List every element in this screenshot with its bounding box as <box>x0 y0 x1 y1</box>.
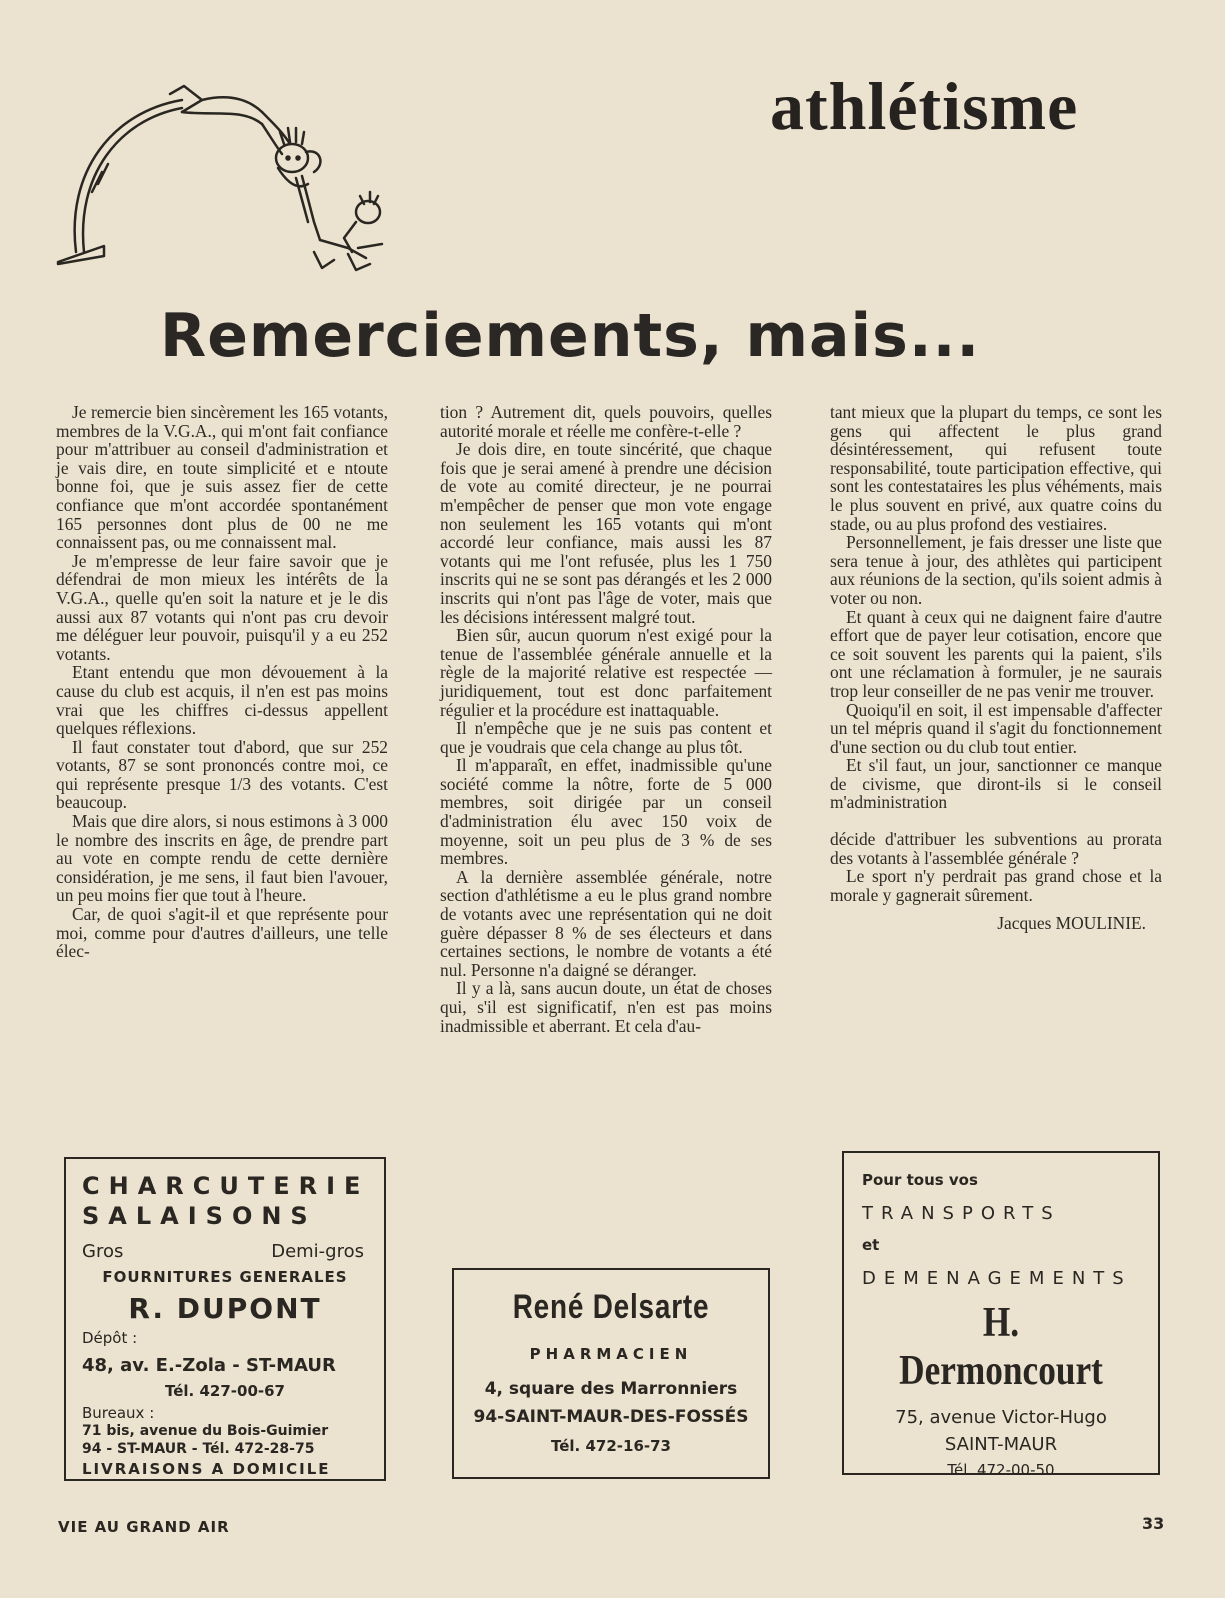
ad-text: LIVRAISONS A DOMICILE <box>82 1460 331 1478</box>
paragraph: Il m'apparaît, en effet, inadmissible qu'une société comme la nôtre, forte de 5 000 membres, soit dirigée par un conseil d'administration élu avec 150 voix de moyenne, soit un peu plus de 3 % de ses membres. <box>440 755 772 869</box>
ad-address: 94 - ST-MAUR - Tél. 472-28-75 <box>82 1441 315 1457</box>
ad-transports <box>842 1151 1160 1479</box>
ad-address: 94-SAINT-MAUR-DES-FOSSÉS <box>473 1407 749 1427</box>
ad-phone: Tél. 472-16-73 <box>551 1437 671 1455</box>
ad-text: PHARMACIEN <box>529 1345 693 1363</box>
section-title: athlétisme <box>770 68 1079 144</box>
ad-pharmacie <box>452 1268 770 1479</box>
paragraph: Le sport n'y perdrait pas grand chose et la morale y gagnerait sûrement. <box>830 866 1162 905</box>
ad-text: Bureaux : <box>82 1404 155 1422</box>
ad-address: SAINT-MAUR <box>944 1434 1058 1455</box>
article-headline: Remerciements, mais... <box>160 301 981 371</box>
ad-title: TRANSPORTS <box>862 1203 1061 1224</box>
ad-address: 4, square des Marronniers <box>484 1379 738 1399</box>
paragraph: Car, de quoi s'agit-il et que représente pour moi, comme pour d'autres d'ailleurs, une telle élec- <box>56 904 388 962</box>
ad-text: Gros <box>82 1241 124 1262</box>
ad-phone: Tél. 472-00-50 <box>947 1461 1055 1479</box>
ad-title: CHARCUTERIE <box>82 1172 370 1200</box>
paragraph: tion ? Autrement dit, quels pouvoirs, quelles autorité morale et réelle me confère-t-elle ? <box>440 402 772 441</box>
ad-address: 75, avenue Victor-Hugo <box>895 1407 1107 1428</box>
ad-address: 48, av. E.-Zola - ST-MAUR <box>82 1355 336 1376</box>
ad-phone: Tél. 427-00-67 <box>165 1382 285 1400</box>
paragraph: tant mieux que la plupart du temps, ce sont les gens qui affectent le plus grand désintéressement, qui refusent toute responsabilité, toute participation effective, qui sont les contestataires les plus véhéments, mais le plus souvent en privé, aux quatre coins du stade, ou au plus profond des vestiaires. <box>830 402 1162 534</box>
ad-text: Pour tous vos <box>862 1171 978 1189</box>
paragraph: Personnellement, je fais dresser une liste que sera tenue à jour, des athlètes qui participent aux réunions de la section, qu'ils soient admis à voter ou non. <box>830 532 1162 608</box>
ad-text: Demi-gros <box>271 1241 364 1262</box>
ad-business-name: R. DUPONT <box>128 1292 322 1325</box>
paragraph: Et quant à ceux qui ne daignent faire d'autre effort que de payer leur cotisation, encore que ce soit souvent les parents qui la paient, s'ils ont une réclamation à formuler, je ne saurais trop leur conseiller de ne pas venir me trouver. <box>830 606 1162 701</box>
pole-vault-cartoon-icon <box>52 72 402 284</box>
ad-address: 71 bis, avenue du Bois-Guimier <box>82 1423 329 1439</box>
paragraph: Etant entendu que mon dévouement à la cause du club est acquis, il n'en est pas moins vrai que les chiffres ci-dessus appellent quelques réflexions. <box>56 662 388 739</box>
ad-charcuterie <box>64 1157 386 1481</box>
paragraph: A la dernière assemblée générale, notre section d'athlétisme a eu le plus grand nombre de votants avec une représentation qui ne doit guère dépasser 8 % de ses électeurs et dans certaines sections, le nombre de votants a été nul. Personne n'a daigné se déranger. <box>440 866 772 980</box>
ad-text: et <box>862 1236 880 1254</box>
ad-title: SALAISONS <box>82 1202 317 1230</box>
ad-business-name: H. Dermoncourt <box>899 1300 1103 1394</box>
paragraph: Je remercie bien sincèrement les 165 votants, membres de la V.G.A., qui m'ont fait confiance pour m'attribuer au conseil d'administration et je vais dire, en toute simplicité et e ntoute bonne foi, que je suis assez fier de cette confiance que m'ont accordée spontanément 165 personnes dont plus de 00 ne me connaissent pas, ou me connaissent mal. <box>56 402 388 553</box>
paragraph: Il n'empêche que je ne suis pas content et que je voudrais que cela change au plus tôt. <box>440 718 772 757</box>
paragraph: décide d'attribuer les subventions au prorata des votants à l'assemblée générale ? <box>830 829 1162 868</box>
paragraph: Il faut constater tout d'abord, que sur 252 votants, 87 se sont prononcés contre moi, ce qui représente presque 1/3 des votants. C'est beaucoup. <box>56 736 388 813</box>
paragraph: Je m'empresse de leur faire savoir que je défendrai de mon mieux les intérêts de la V.G.A., quelle qu'en soit la nature et je le dis aussi aux 87 votants qui n'ont pas cru devoir me déléguer leur pouvoir, puisqu'il y a eu 252 votants. <box>56 550 388 664</box>
ad-text: Dépôt : <box>82 1329 138 1347</box>
paragraph: Quoiqu'il en soit, il est impensable d'affecter un tel mépris quand il s'agit du fonctionnement d'une section ou du club tout entier. <box>830 699 1162 757</box>
paragraph: Je dois dire, en toute sincérité, que chaque fois que je serai amené à prendre une décision de vote au comité directeur, je ne pourrai m'empêcher de penser que mon vote engage non seulement les 165 votants qui m'ont accordé leur confiance, mais aussi les 87 votants qui me l'ont refusée, plus les 1 750 inscrits qui ne se sont pas dérangés et les 2 000 inscrits qui n'ont pas l'âge de voter, mais que les décisions intéressent malgré tout. <box>440 439 772 627</box>
article-column-1 <box>56 403 388 961</box>
paragraph: Et s'il faut, un jour, sanctionner ce manque de civisme, que diront-ils si le conseil m'administration <box>830 755 1162 813</box>
ad-business-name: René Delsarte <box>512 1288 710 1326</box>
ad-text: FOURNITURES GENERALES <box>102 1268 348 1286</box>
paragraph: Il y a là, sans aucun doute, un état de choses qui, s'il est significatif, n'en est pas moins inadmissible et aberrant. Et cela d'au- <box>440 978 772 1036</box>
ad-title: DEMENAGEMENTS <box>862 1268 1132 1289</box>
author-signature: Jacques MOULINIE. <box>997 913 1146 934</box>
page-number: 33 <box>1142 1514 1165 1533</box>
paragraph: Mais que dire alors, si nous estimons à 3 000 le nombre des inscrits en âge, de prendre part au vote en compte rendu de cette dernière considération, je me sens, il faut bien l'avouer, un peu moins fier que tout à l'heure. <box>56 811 388 906</box>
magazine-name: VIE AU GRAND AIR <box>58 1518 230 1536</box>
paragraph: Bien sûr, aucun quorum n'est exigé pour la tenue de l'assemblée générale annuelle et la règle de la majorité relative est respectée — juridiquement, tout est donc parfaitement régulier et la procédure est inattaquable. <box>440 625 772 720</box>
article-column-2 <box>440 403 772 1035</box>
article-column-3 <box>830 403 1162 933</box>
